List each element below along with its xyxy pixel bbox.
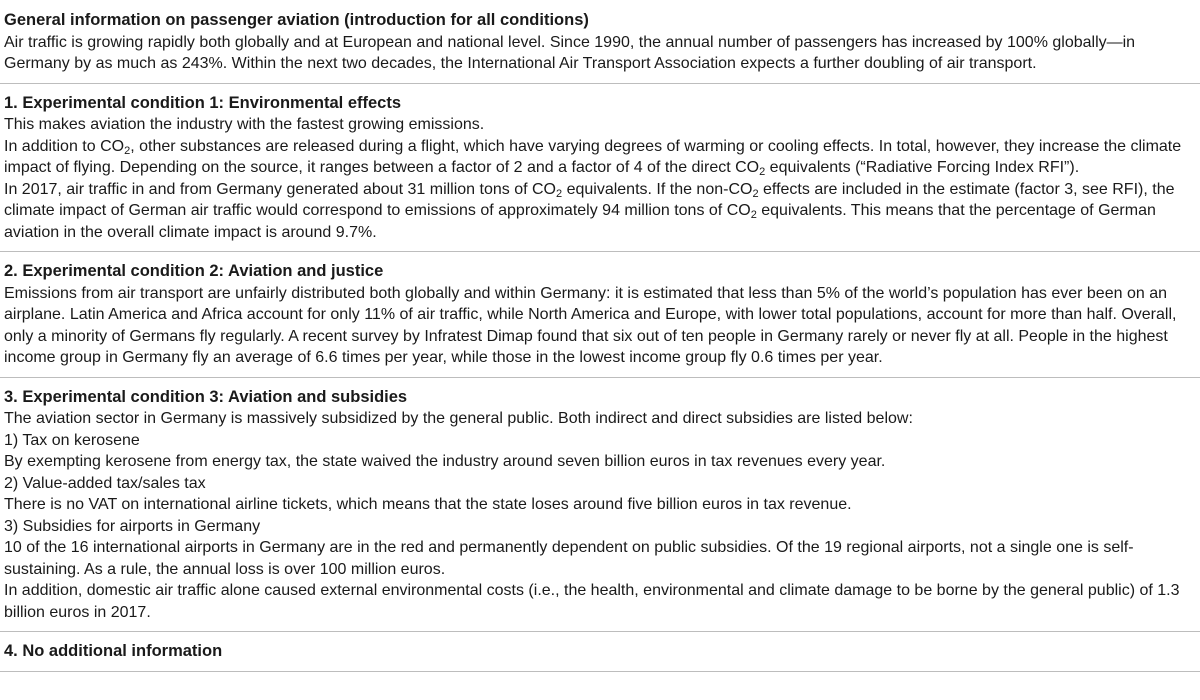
condition3-line: There is no VAT on international airline tickets, which means that the state loses around five billion euros in tax revenue.: [4, 496, 852, 513]
intro-section: [0, 0, 1200, 83]
condition3-line: By exempting kerosene from energy tax, the state waived the industry around seven billion euros in tax revenues every year.: [4, 453, 886, 470]
condition3-heading: 3. Experimental condition 3: Aviation and subsidies: [4, 387, 408, 406]
condition3-line: In addition, domestic air traffic alone caused external environmental costs (i.e., the health, environmental and climate damage to be borne by the general public) of 1.3 billion euros in 2017.: [4, 582, 1180, 621]
condition2-section: [0, 251, 1200, 377]
condition3-line: 1) Tax on kerosene: [4, 431, 140, 449]
intro-heading: General information on passenger aviation (introduction for all conditions): [4, 11, 589, 29]
condition3-line: 3) Subsidies for airports in Germany: [4, 517, 261, 535]
condition3-line: 10 of the 16 international airports in Germany are in the red and permanently dependent on public subsidies. Of the 19 regional airports, not a single one is self-sustaining. As a rule, the annual loss is over 100 million euros.: [4, 539, 1134, 578]
condition2-text: Emissions from air transport are unfairly distributed both globally and within Germany: it is estimated that less than 5% of the world’s population has ever been on an airplane. Latin America and Africa account for only 11% of air traffic, while North America and Europe, with lower total populations, account for more than half. Overall, only a minority of Germans fly regularly. A recent survey by Infratest Dimap found that six out of ten people in Germany rarely or never fly at all. People in the highest income group in Germany fly an average of 6.6 times per year, while those in the lowest income group fly 0.6 times per year.: [4, 284, 1177, 366]
condition1-paragraph-1: This makes aviation the industry with the fastest growing emissions.: [4, 116, 485, 133]
intro-text: Air traffic is growing rapidly both globally and at European and national level. Since 1990, the annual number of passengers has increased by 100% globally—in Germany by as much as 243%. Within the next two decades, the International Air Transport Association expects a further doubling of air transport.: [4, 33, 1136, 72]
condition3-line: 2) Value-added tax/sales tax: [4, 474, 206, 492]
condition3-line: The aviation sector in Germany is massively subsidized by the general public. Both indirect and direct subsidies are listed below:: [4, 410, 913, 427]
condition1-paragraph-2: In addition to $CO_2$, other substances are released during a flight, which have varying degrees of warming or cooling effects. In total, however, they increase the climate impact of flying. Depending on the source, it ranges between a factor of 2 and a factor of 4 of the direct $CO_2$ equivalents (“Radiative Forcing Index RFI”).: [4, 137, 1182, 178]
condition2-heading: 2. Experimental condition 2: Aviation and justice: [4, 262, 384, 280]
condition1-paragraph-3: In 2017, air traffic in and from Germany generated about 31 million tons of $CO_2$ equivalents. If the non-$CO_2$ effects are included in the estimate (factor 3, see RFI), the climate impact of German air traffic would correspond to emissions of approximately 94 million tons of $CO_2$ equivalents. This means that the percentage of German aviation in the overall climate impact is around 9.7%.: [4, 180, 1175, 241]
condition1-heading: 1. Experimental condition 1: Environmental effects: [4, 93, 402, 112]
condition3-section: [0, 377, 1200, 632]
condition1-section: [0, 83, 1200, 252]
condition4-section: [0, 631, 1200, 672]
condition4-heading: 4. No additional information: [4, 642, 223, 660]
